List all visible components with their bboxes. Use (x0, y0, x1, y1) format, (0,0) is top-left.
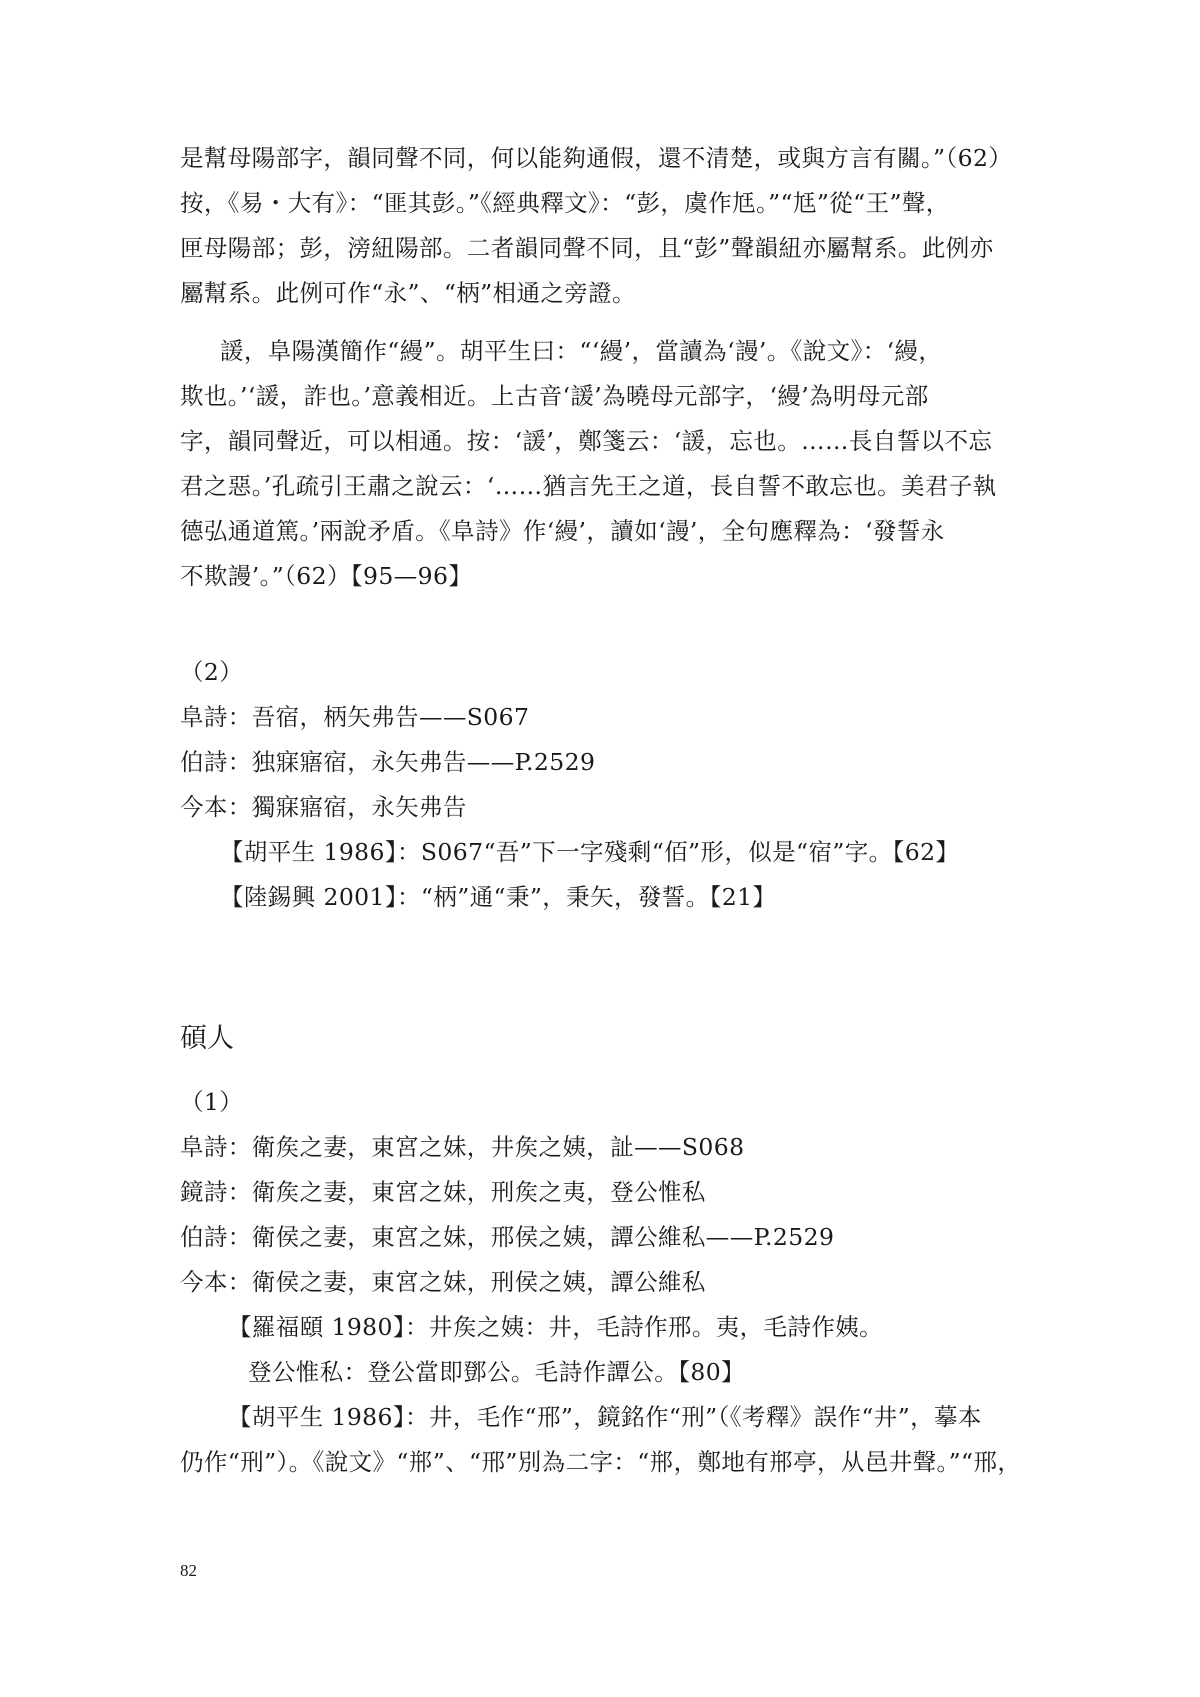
text-line: 不欺謾’。”（62）【95—96】 (180, 562, 473, 590)
text-line: 屬幫系。此例可作“永”、“柄”相通之旁證。 (180, 279, 636, 307)
variant-line: 伯詩：独寐寤宿，永矢弗告——P.2529 (180, 748, 596, 776)
text-line: 按，《易・大有》：“匪其彭。”《經典釋文》：“彭，虞作尪。”“尪”從“王”聲， (180, 189, 950, 217)
variant-line: 今本：獨寐寤宿，永矢弗告 (180, 793, 467, 821)
variant-line: 阜詩：衛矦之妻，東宮之妹，井矦之姨，訨——S068 (180, 1133, 745, 1161)
commentary-note: 【羅福頤 1980】：井矦之姨：井，毛詩作邢。夷，毛詩作姨。 (228, 1313, 884, 1341)
commentary-note: 【胡平生 1986】：井，毛作“邢”，鏡銘作“刑”（《考釋》誤作“井”，摹本 (228, 1403, 982, 1431)
commentary-note: 【胡平生 1986】：S067“吾”下一字殘剩“佰”形，似是“宿”字。【62】 (220, 838, 960, 866)
text-line: 德弘通道篤。’兩說矛盾。《阜詩》作‘縵’，讀如‘謾’，全句應釋為：‘發誓永 (180, 517, 945, 545)
paragraph-first-line: 諼，阜陽漢簡作“縵”。胡平生曰：“‘縵’，當讀為‘謾’。《說文》：‘縵， (220, 337, 943, 365)
variant-line: 伯詩：衛侯之妻，東宮之妹，邢侯之姨，譚公維私——P.2529 (180, 1223, 835, 1251)
text-line: 字，韻同聲近，可以相通。按：‘諼’，鄭箋云：‘諼，忘也。……長自誓以不忘 (180, 427, 993, 455)
text-line: 是幫母陽部字，韻同聲不同，何以能夠通假，還不清楚，或與方言有關。”（62） (180, 144, 1013, 172)
poem-title: 碩人 (180, 1023, 234, 1054)
text-line: 君之惡。’孔疏引王肅之說云：‘……猶言先王之道，長自誓不敢忘也。美君子執 (180, 472, 997, 500)
variant-line: 今本：衛侯之妻，東宮之妹，刑侯之姨，譚公維私 (180, 1268, 706, 1296)
commentary-note: 【陸錫興 2001】：“柄”通“秉”，秉矢，發誓。【21】 (220, 883, 777, 911)
text-line: 仍作“刑”）。《說文》“郱”、“邢”別為二字：“郱，鄭地有郱亭，从邑井聲。”“邢， (180, 1448, 1022, 1476)
section-label: （2） (180, 658, 244, 686)
variant-line: 阜詩：吾宿，柄矢弗告——S067 (180, 703, 530, 731)
variant-line: 鏡詩：衛矦之妻，東宮之妹，刑矦之夷，登公惟私 (180, 1178, 706, 1206)
section-label: （1） (180, 1088, 244, 1116)
text-line: 欺也。’‘諼，詐也。’意義相近。上古音‘諼’為曉母元部字，‘縵’為明母元部 (180, 382, 929, 410)
text-line: 匣母陽部；彭，滂紐陽部。二者韻同聲不同，且“彭”聲韻紐亦屬幫系。此例亦 (180, 234, 994, 262)
page-number: 82 (180, 1561, 197, 1580)
commentary-note: 登公惟私：登公當即鄧公。毛詩作譚公。【80】 (248, 1358, 745, 1386)
